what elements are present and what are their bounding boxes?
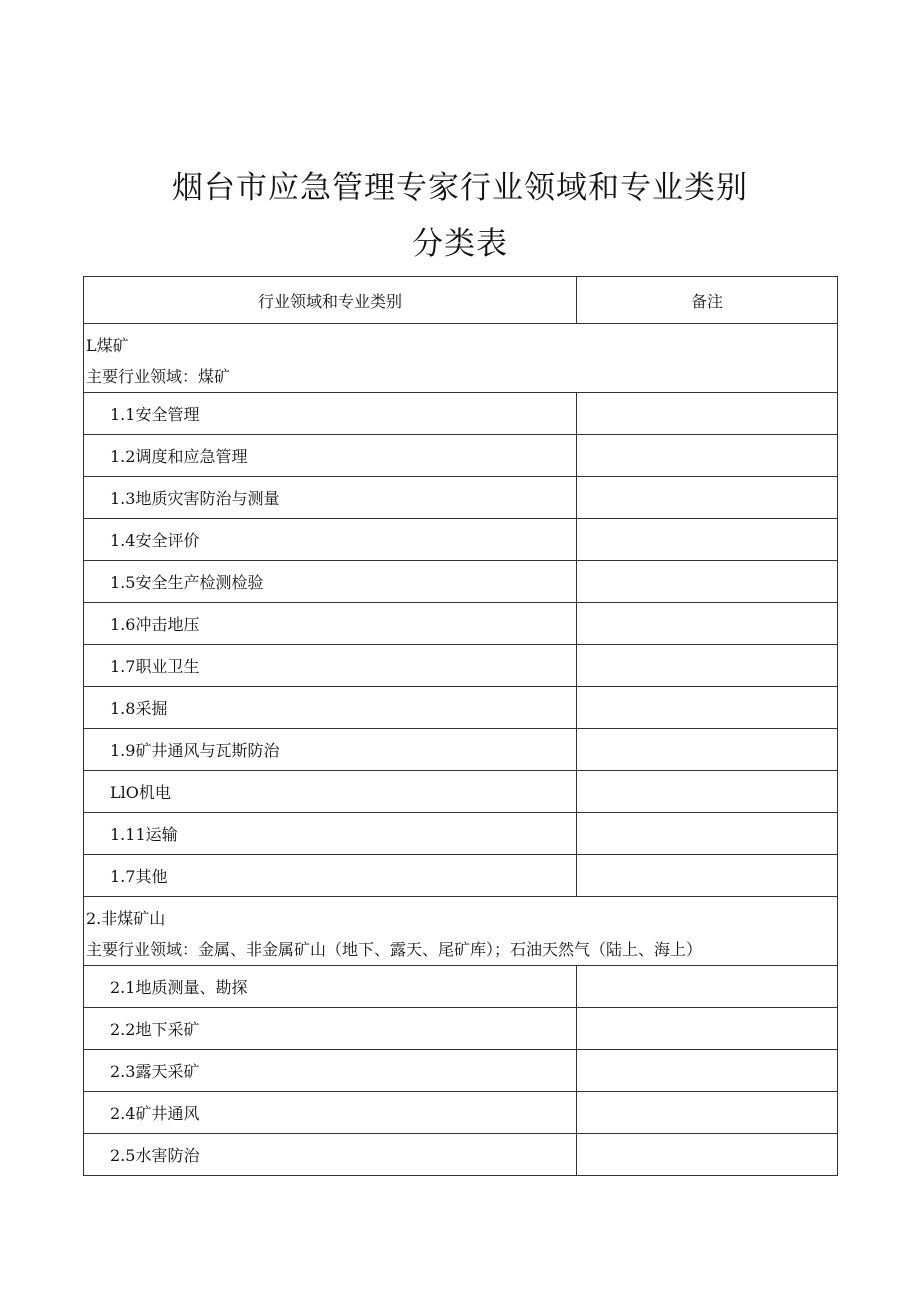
document-title: 烟台市应急管理专家行业领域和专业类别 — [172, 170, 748, 206]
remarks-cell — [577, 645, 838, 687]
remarks-cell — [577, 813, 838, 855]
category-label: 2.4矿井通风 — [84, 1092, 577, 1134]
table-row — [84, 771, 838, 813]
category-label: 1.5安全生产检测检验 — [84, 561, 577, 603]
table-row — [84, 855, 838, 897]
category-label: 2.5水害防治 — [84, 1134, 577, 1176]
category-label: 1.8采掘 — [84, 687, 577, 729]
section-cell — [84, 324, 838, 393]
category-label: 1.6冲击地压 — [84, 603, 577, 645]
table-row — [84, 561, 838, 603]
remarks-cell — [577, 435, 838, 477]
remarks-cell — [577, 1092, 838, 1134]
table-row — [84, 687, 838, 729]
remarks-cell — [577, 855, 838, 897]
category-label: 1.4安全评价 — [84, 519, 577, 561]
remarks-cell — [577, 561, 838, 603]
remarks-cell — [577, 1050, 838, 1092]
section-heading: 2.非煤矿山 — [86, 909, 166, 928]
category-label: 1.9矿井通风与瓦斯防治 — [84, 729, 577, 771]
remarks-cell — [577, 603, 838, 645]
table-row — [84, 519, 838, 561]
remarks-cell — [577, 519, 838, 561]
table-row — [84, 1092, 838, 1134]
category-label: LlO机电 — [84, 771, 577, 813]
category-label: 1.2调度和应急管理 — [84, 435, 577, 477]
header-category: 行业领域和专业类别 — [84, 277, 577, 324]
section-cell — [84, 897, 838, 966]
table-row — [84, 1008, 838, 1050]
table-row — [84, 435, 838, 477]
table-row — [84, 393, 838, 435]
table-row — [84, 966, 838, 1008]
remarks-cell — [577, 966, 838, 1008]
section-subheading: 主要行业领域：煤矿 — [86, 367, 231, 386]
section-row — [84, 324, 838, 393]
table-header-row — [84, 277, 838, 324]
category-label: 1.7职业卫生 — [84, 645, 577, 687]
remarks-cell — [577, 1134, 838, 1176]
table-row — [84, 603, 838, 645]
category-label: 2.2地下采矿 — [84, 1008, 577, 1050]
category-label: 2.3露天采矿 — [84, 1050, 577, 1092]
remarks-cell — [577, 771, 838, 813]
category-label: 1.3地质灾害防治与测量 — [84, 477, 577, 519]
table-row — [84, 1050, 838, 1092]
category-table — [83, 276, 838, 1176]
remarks-cell — [577, 729, 838, 771]
section-subheading: 主要行业领域：金属、非金属矿山（地下、露天、尾矿库）；石油天然气（陆上、海上） — [86, 940, 703, 959]
table-row — [84, 1134, 838, 1176]
remarks-cell — [577, 477, 838, 519]
remarks-cell — [577, 687, 838, 729]
header-remarks: 备注 — [577, 277, 838, 324]
category-label: 1.1安全管理 — [84, 393, 577, 435]
remarks-cell — [577, 1008, 838, 1050]
category-label: 1.7其他 — [84, 855, 577, 897]
remarks-cell — [577, 393, 838, 435]
section-row — [84, 897, 838, 966]
table-row — [84, 477, 838, 519]
table-row — [84, 645, 838, 687]
category-label: 2.1地质测量、勘探 — [84, 966, 577, 1008]
document-subtitle: 分类表 — [412, 226, 508, 262]
table-row — [84, 729, 838, 771]
category-label: 1.11运输 — [84, 813, 577, 855]
table-row — [84, 813, 838, 855]
section-heading: L煤矿 — [86, 336, 129, 355]
